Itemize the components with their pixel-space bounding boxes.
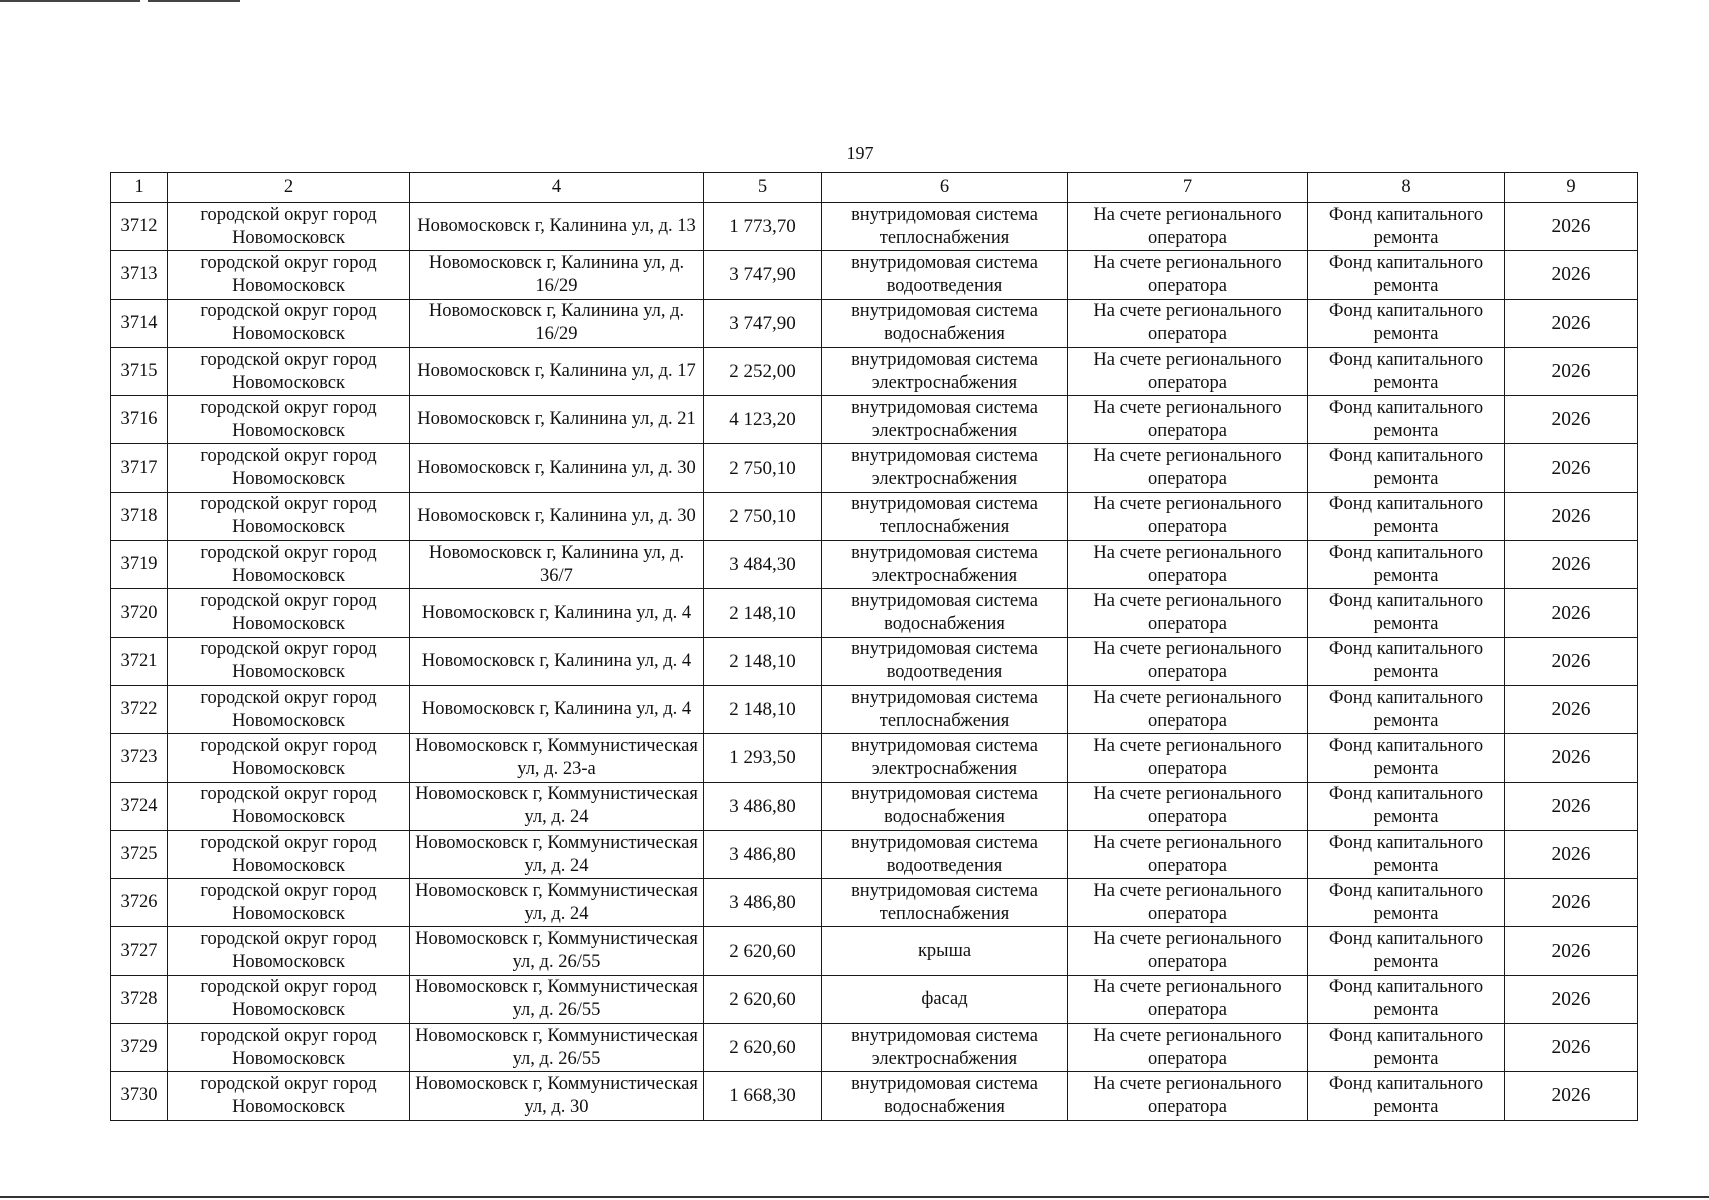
cell-amount: 2 750,10 [704, 492, 822, 540]
table-row [111, 927, 1638, 975]
cell-municipality: городской округ город Новомосковск [168, 782, 410, 830]
cell-row-number: 3727 [111, 927, 168, 975]
cell-work-type: внутридомовая система водоснабжения [822, 782, 1068, 830]
cell-amount: 3 486,80 [704, 782, 822, 830]
cell-fund-account: На счете регионального оператора [1068, 203, 1308, 251]
table-row [111, 879, 1638, 927]
table-row [111, 396, 1638, 444]
cell-fund-account: На счете регионального оператора [1068, 927, 1308, 975]
cell-amount: 2 620,60 [704, 927, 822, 975]
cell-row-number: 3728 [111, 975, 168, 1023]
cell-row-number: 3716 [111, 396, 168, 444]
column-header: 1 [111, 173, 168, 203]
cell-year: 2026 [1505, 541, 1638, 589]
cell-year: 2026 [1505, 1072, 1638, 1120]
cell-row-number: 3714 [111, 299, 168, 347]
cell-year: 2026 [1505, 734, 1638, 782]
cell-municipality: городской округ город Новомосковск [168, 1024, 410, 1072]
cell-fund-account: На счете регионального оператора [1068, 251, 1308, 299]
cell-row-number: 3724 [111, 782, 168, 830]
cell-address: Новомосковск г, Калинина ул, д. 30 [410, 492, 704, 540]
cell-address: Новомосковск г, Калинина ул, д. 4 [410, 589, 704, 637]
cell-fund-account: На счете регионального оператора [1068, 637, 1308, 685]
cell-address: Новомосковск г, Калинина ул, д. 30 [410, 444, 704, 492]
cell-row-number: 3713 [111, 251, 168, 299]
cell-municipality: городской округ город Новомосковск [168, 299, 410, 347]
cell-year: 2026 [1505, 927, 1638, 975]
cell-funding-source: Фонд капитального ремонта [1308, 347, 1505, 395]
cell-work-type: фасад [822, 975, 1068, 1023]
cell-work-type: внутридомовая система электроснабжения [822, 1024, 1068, 1072]
cell-municipality: городской округ город Новомосковск [168, 734, 410, 782]
cell-municipality: городской округ город Новомосковск [168, 347, 410, 395]
cell-funding-source: Фонд капитального ремонта [1308, 927, 1505, 975]
table-row [111, 347, 1638, 395]
cell-amount: 2 620,60 [704, 975, 822, 1023]
cell-municipality: городской округ город Новомосковск [168, 1072, 410, 1120]
cell-address: Новомосковск г, Калинина ул, д. 36/7 [410, 541, 704, 589]
cell-year: 2026 [1505, 444, 1638, 492]
cell-work-type: внутридомовая система электроснабжения [822, 541, 1068, 589]
cell-row-number: 3718 [111, 492, 168, 540]
cell-work-type: внутридомовая система водоотведения [822, 251, 1068, 299]
cell-funding-source: Фонд капитального ремонта [1308, 492, 1505, 540]
cell-row-number: 3722 [111, 685, 168, 733]
cell-amount: 3 486,80 [704, 830, 822, 878]
cell-funding-source: Фонд капитального ремонта [1308, 782, 1505, 830]
cell-year: 2026 [1505, 1024, 1638, 1072]
cell-fund-account: На счете регионального оператора [1068, 299, 1308, 347]
cell-row-number: 3729 [111, 1024, 168, 1072]
cell-work-type: внутридомовая система электроснабжения [822, 347, 1068, 395]
cell-address: Новомосковск г, Калинина ул, д. 17 [410, 347, 704, 395]
cell-municipality: городской округ город Новомосковск [168, 589, 410, 637]
cell-row-number: 3730 [111, 1072, 168, 1120]
cell-fund-account: На счете регионального оператора [1068, 444, 1308, 492]
cell-amount: 2 148,10 [704, 589, 822, 637]
table-row [111, 782, 1638, 830]
cell-fund-account: На счете регионального оператора [1068, 734, 1308, 782]
cell-funding-source: Фонд капитального ремонта [1308, 734, 1505, 782]
cell-funding-source: Фонд капитального ремонта [1308, 396, 1505, 444]
cell-fund-account: На счете регионального оператора [1068, 879, 1308, 927]
column-header: 6 [822, 173, 1068, 203]
column-header: 5 [704, 173, 822, 203]
cell-funding-source: Фонд капитального ремонта [1308, 830, 1505, 878]
table-row [111, 685, 1638, 733]
cell-year: 2026 [1505, 589, 1638, 637]
cell-address: Новомосковск г, Калинина ул, д. 16/29 [410, 299, 704, 347]
cell-address: Новомосковск г, Коммунистическая ул, д. 24 [410, 879, 704, 927]
cell-fund-account: На счете регионального оператора [1068, 1024, 1308, 1072]
cell-row-number: 3723 [111, 734, 168, 782]
cell-row-number: 3712 [111, 203, 168, 251]
cell-amount: 1 668,30 [704, 1072, 822, 1120]
cell-fund-account: На счете регионального оператора [1068, 685, 1308, 733]
cell-amount: 2 148,10 [704, 637, 822, 685]
cell-work-type: внутридомовая система водоотведения [822, 830, 1068, 878]
cell-address: Новомосковск г, Коммунистическая ул, д. 26/55 [410, 1024, 704, 1072]
cell-amount: 3 484,30 [704, 541, 822, 589]
cell-municipality: городской округ город Новомосковск [168, 637, 410, 685]
cell-work-type: внутридомовая система водоотведения [822, 637, 1068, 685]
column-header: 8 [1308, 173, 1505, 203]
column-header: 7 [1068, 173, 1308, 203]
cell-amount: 3 747,90 [704, 299, 822, 347]
table-row [111, 251, 1638, 299]
cell-address: Новомосковск г, Калинина ул, д. 21 [410, 396, 704, 444]
cell-funding-source: Фонд капитального ремонта [1308, 1024, 1505, 1072]
column-header: 4 [410, 173, 704, 203]
cell-fund-account: На счете регионального оператора [1068, 782, 1308, 830]
cell-municipality: городской округ город Новомосковск [168, 879, 410, 927]
column-header: 2 [168, 173, 410, 203]
table-row [111, 637, 1638, 685]
cell-municipality: городской округ город Новомосковск [168, 251, 410, 299]
cell-fund-account: На счете регионального оператора [1068, 589, 1308, 637]
cell-work-type: внутридомовая система водоснабжения [822, 589, 1068, 637]
cell-funding-source: Фонд капитального ремонта [1308, 975, 1505, 1023]
cell-year: 2026 [1505, 347, 1638, 395]
cell-row-number: 3719 [111, 541, 168, 589]
cell-municipality: городской округ город Новомосковск [168, 492, 410, 540]
cell-municipality: городской округ город Новомосковск [168, 203, 410, 251]
cell-work-type: внутридомовая система водоснабжения [822, 1072, 1068, 1120]
cell-funding-source: Фонд капитального ремонта [1308, 299, 1505, 347]
table-row [111, 589, 1638, 637]
cell-year: 2026 [1505, 782, 1638, 830]
table-row [111, 734, 1638, 782]
cell-municipality: городской округ город Новомосковск [168, 396, 410, 444]
cell-amount: 4 123,20 [704, 396, 822, 444]
cell-work-type: внутридомовая система водоснабжения [822, 299, 1068, 347]
cell-address: Новомосковск г, Калинина ул, д. 16/29 [410, 251, 704, 299]
register-table [110, 172, 1638, 1121]
cell-work-type: внутридомовая система электроснабжения [822, 734, 1068, 782]
cell-address: Новомосковск г, Коммунистическая ул, д. 30 [410, 1072, 704, 1120]
cell-year: 2026 [1505, 203, 1638, 251]
cell-year: 2026 [1505, 879, 1638, 927]
table-row [111, 492, 1638, 540]
cell-work-type: внутридомовая система теплоснабжения [822, 203, 1068, 251]
table-row [111, 830, 1638, 878]
cell-funding-source: Фонд капитального ремонта [1308, 444, 1505, 492]
column-header: 9 [1505, 173, 1638, 203]
cell-amount: 2 750,10 [704, 444, 822, 492]
cell-fund-account: На счете регионального оператора [1068, 830, 1308, 878]
cell-address: Новомосковск г, Калинина ул, д. 13 [410, 203, 704, 251]
cell-work-type: внутридомовая система теплоснабжения [822, 879, 1068, 927]
cell-work-type: внутридомовая система теплоснабжения [822, 492, 1068, 540]
cell-funding-source: Фонд капитального ремонта [1308, 1072, 1505, 1120]
cell-funding-source: Фонд капитального ремонта [1308, 879, 1505, 927]
cell-municipality: городской округ город Новомосковск [168, 685, 410, 733]
cell-municipality: городской округ город Новомосковск [168, 444, 410, 492]
cell-amount: 1 773,70 [704, 203, 822, 251]
cell-year: 2026 [1505, 251, 1638, 299]
cell-address: Новомосковск г, Коммунистическая ул, д. 24 [410, 830, 704, 878]
table-body [111, 203, 1638, 1121]
bottom-scan-rule [0, 1196, 1709, 1198]
cell-amount: 1 293,50 [704, 734, 822, 782]
cell-fund-account: На счете регионального оператора [1068, 541, 1308, 589]
cell-municipality: городской округ город Новомосковск [168, 927, 410, 975]
table-row [111, 299, 1638, 347]
cell-address: Новомосковск г, Калинина ул, д. 4 [410, 685, 704, 733]
cell-year: 2026 [1505, 396, 1638, 444]
cell-row-number: 3717 [111, 444, 168, 492]
cell-funding-source: Фонд капитального ремонта [1308, 637, 1505, 685]
cell-municipality: городской округ город Новомосковск [168, 541, 410, 589]
cell-address: Новомосковск г, Коммунистическая ул, д. 24 [410, 782, 704, 830]
cell-fund-account: На счете регионального оператора [1068, 347, 1308, 395]
cell-amount: 3 747,90 [704, 251, 822, 299]
cell-amount: 2 252,00 [704, 347, 822, 395]
cell-work-type: внутридомовая система теплоснабжения [822, 685, 1068, 733]
cell-year: 2026 [1505, 492, 1638, 540]
cell-year: 2026 [1505, 830, 1638, 878]
table-row [111, 975, 1638, 1023]
cell-row-number: 3725 [111, 830, 168, 878]
table-row [111, 203, 1638, 251]
top-scan-rule [148, 0, 240, 2]
cell-row-number: 3726 [111, 879, 168, 927]
cell-funding-source: Фонд капитального ремонта [1308, 685, 1505, 733]
cell-work-type: крыша [822, 927, 1068, 975]
table-row [111, 1072, 1638, 1120]
cell-year: 2026 [1505, 975, 1638, 1023]
cell-funding-source: Фонд капитального ремонта [1308, 203, 1505, 251]
cell-funding-source: Фонд капитального ремонта [1308, 251, 1505, 299]
cell-year: 2026 [1505, 637, 1638, 685]
cell-address: Новомосковск г, Коммунистическая ул, д. 23-а [410, 734, 704, 782]
cell-year: 2026 [1505, 685, 1638, 733]
top-scan-rule [0, 0, 140, 2]
cell-amount: 2 620,60 [704, 1024, 822, 1072]
cell-row-number: 3720 [111, 589, 168, 637]
cell-municipality: городской округ город Новомосковск [168, 830, 410, 878]
cell-amount: 2 148,10 [704, 685, 822, 733]
cell-address: Новомосковск г, Коммунистическая ул, д. 26/55 [410, 927, 704, 975]
table-row [111, 541, 1638, 589]
cell-fund-account: На счете регионального оператора [1068, 975, 1308, 1023]
table-row [111, 1024, 1638, 1072]
cell-municipality: городской округ город Новомосковск [168, 975, 410, 1023]
cell-amount: 3 486,80 [704, 879, 822, 927]
cell-work-type: внутридомовая система электроснабжения [822, 396, 1068, 444]
cell-row-number: 3715 [111, 347, 168, 395]
cell-year: 2026 [1505, 299, 1638, 347]
page-number: 197 [846, 143, 874, 163]
cell-address: Новомосковск г, Коммунистическая ул, д. 26/55 [410, 975, 704, 1023]
cell-work-type: внутридомовая система электроснабжения [822, 444, 1068, 492]
cell-funding-source: Фонд капитального ремонта [1308, 541, 1505, 589]
table-row [111, 444, 1638, 492]
cell-row-number: 3721 [111, 637, 168, 685]
table-header-row [111, 173, 1638, 203]
cell-fund-account: На счете регионального оператора [1068, 492, 1308, 540]
cell-fund-account: На счете регионального оператора [1068, 396, 1308, 444]
cell-fund-account: На счете регионального оператора [1068, 1072, 1308, 1120]
cell-address: Новомосковск г, Калинина ул, д. 4 [410, 637, 704, 685]
cell-funding-source: Фонд капитального ремонта [1308, 589, 1505, 637]
